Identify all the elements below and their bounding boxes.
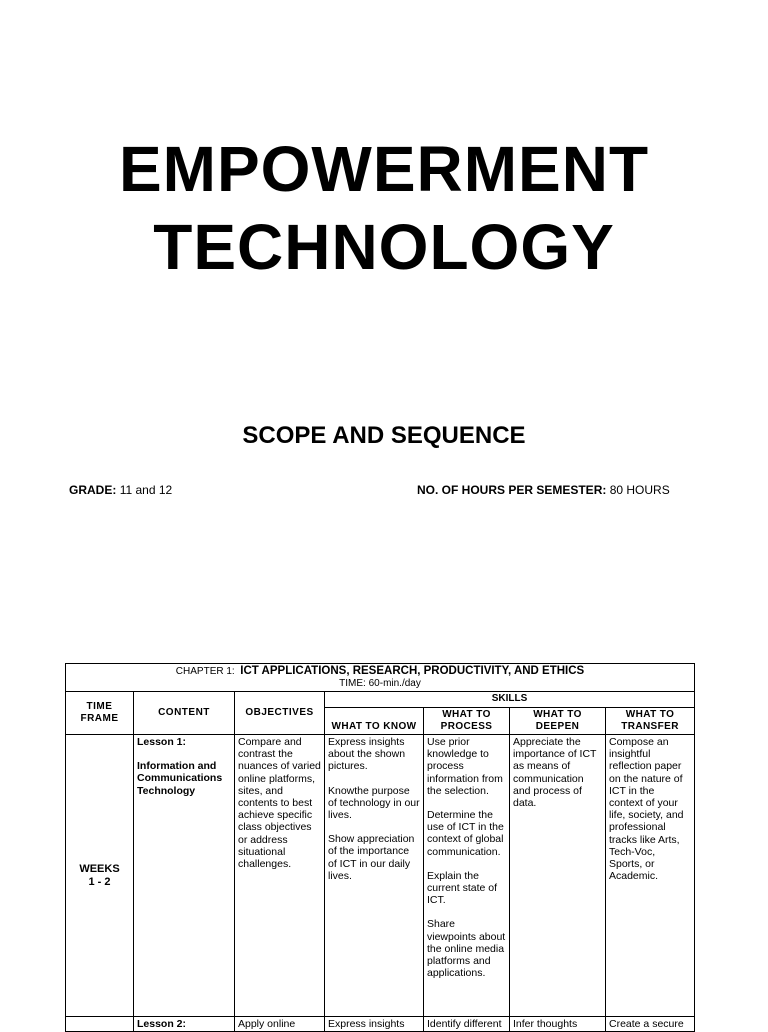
document-title-line-2: TECHNOLOGY	[153, 211, 615, 283]
weeks-cell	[66, 735, 134, 1017]
table-row	[66, 1017, 695, 1032]
know-item: Knowthe purpose of technology in our lives.	[328, 784, 420, 822]
lesson-label: Lesson 1:	[137, 736, 187, 749]
hours-value: 80 HOURS	[609, 483, 670, 497]
header-time-frame: TIME FRAME	[66, 692, 134, 735]
grade-value: 11 and 12	[119, 483, 173, 497]
objectives-cell: Compare and contrast the nuances of varied online platforms, sites, and contents to best achieve specific class objectives or address situational challenges.	[235, 735, 325, 1017]
process-item: Determine the use of ICT in the context of global communication.	[427, 809, 504, 858]
header-skills: SKILLS	[325, 692, 695, 707]
know-item: Show appreciation of the importance of ICT in our daily lives.	[328, 833, 415, 882]
scope-sequence-table	[65, 663, 695, 1032]
know-cell	[325, 735, 424, 1017]
grade-info	[69, 483, 172, 497]
process-item: Use prior knowledge to process information from the selection.	[427, 736, 503, 797]
lesson-label: Lesson 2:	[137, 1018, 187, 1031]
know-item: Express insights about the shown pictures.	[328, 736, 406, 773]
content-cell	[134, 1017, 235, 1032]
deepen-cell: Infer thoughts	[510, 1017, 606, 1032]
header-objectives: OBJECTIVES	[235, 692, 325, 735]
weeks-label: WEEKS	[79, 863, 120, 876]
weeks-cell	[66, 1017, 134, 1032]
lesson-title: Information and Communications Technology	[137, 760, 223, 797]
header-what-to-deepen: WHAT TO DEEPEN	[510, 707, 606, 734]
document-title-line-1: EMPOWERMENT	[118, 133, 650, 205]
grade-label: GRADE:	[69, 483, 117, 497]
transfer-cell: Create a secure	[606, 1017, 695, 1032]
deepen-cell: Appreciate the importance of ICT as means of communication and process of data.	[510, 735, 606, 1017]
header-what-to-transfer: WHAT TO TRANSFER	[606, 707, 695, 734]
header-what-to-process: WHAT TO PROCESS	[424, 707, 510, 734]
know-cell: Express insights	[325, 1017, 424, 1032]
chapter-time: TIME: 60-min./day	[339, 678, 421, 690]
chapter-prefix: CHAPTER 1:	[175, 666, 235, 677]
document-subtitle: SCOPE AND SEQUENCE	[242, 422, 526, 449]
process-cell	[424, 735, 510, 1017]
transfer-cell: Compose an insightful reflection paper on the nature of ICT in the context of your life, society, and professional tracks like Arts, Tech-Voc, Sports, or Academic.	[606, 735, 695, 1017]
header-content: CONTENT	[134, 692, 235, 735]
process-item: Explain the current state of ICT.	[427, 869, 498, 907]
process-item: Share viewpoints about the online media platforms and applications.	[427, 918, 506, 980]
objectives-cell: Apply online	[235, 1017, 325, 1032]
hours-info	[417, 483, 670, 497]
process-cell: Identify different	[424, 1017, 510, 1032]
content-cell	[134, 735, 235, 1017]
chapter-header	[66, 664, 695, 692]
chapter-title: ICT APPLICATIONS, RESEARCH, PRODUCTIVITY, AND ETHICS	[240, 665, 585, 677]
header-what-to-know: WHAT TO KNOW	[325, 707, 424, 734]
weeks-range: 1 - 2	[88, 875, 111, 888]
hours-label: NO. OF HOURS PER SEMESTER:	[417, 483, 607, 497]
table-row	[66, 735, 695, 1017]
